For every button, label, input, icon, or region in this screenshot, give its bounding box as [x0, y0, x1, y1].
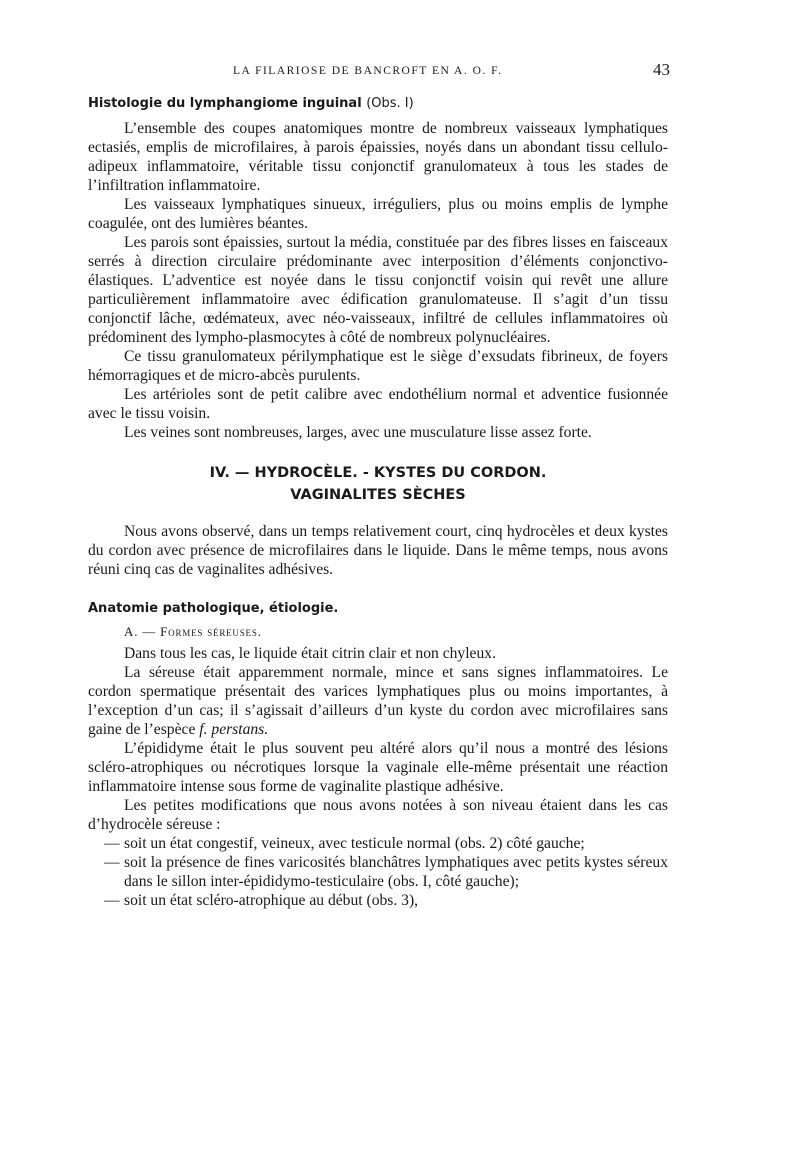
list-item-text: soit la présence de fines varicosités blanchâtres lymphatiques avec petits kystes séreux dans le sillon inter-épididymo-testiculaire (obs. I, côté gauche);: [124, 854, 668, 890]
paragraph: L’ensemble des coupes anatomiques montre de nombreux vaisseaux lymphatiques ectasiés, emplis de microfilaires, à parois épaissies, noyés dans un abondant tissu cellulo-adipeux inflammatoire, véritable tissu conjonctif granulomateux à tous les stades de l’infiltration inflammatoire.: [88, 120, 668, 194]
chapter-intro: Nous avons observé, dans un temps relativement court, cinq hydrocèles et deux kystes du cordon avec présence de microfilaires dans le liquide. Dans le même temps, nous avons réuni cinq cas de vaginalites adhésives.: [88, 523, 668, 578]
paragraph: Les parois sont épaissies, surtout la média, constituée par des fibres lisses en faisceaux serrés à direction circulaire prédominante avec interposition d’éléments conjonctivo-élastiques. L’adventice est noyée dans le tissu conjonctif voisin qui revêt une allure particulièrement inflammatoire avec édification granulomateuse. Il s’agit d’un tissu conjonctif lâche, œdémateux, avec néo-vaisseaux, infiltré de cellules inflammatoires où prédominent des lympho-plasmocytes à côté de nombreux polynucléaires.: [88, 234, 668, 346]
list-item-text: soit un état congestif, veineux, avec testicule normal (obs. 2) côté gauche;: [124, 835, 585, 852]
list-item: [88, 891, 668, 910]
paragraph-text: La séreuse était apparemment normale, mince et sans signes inflammatoires. Le cordon spermatique présentait des varices lymphatiques plus ou moins importantes, à l’exception d’un cas; il s’agissait d’ailleurs d’un kyste du cordon avec microfilaires sans gaine de l’espèce: [88, 664, 668, 738]
subsection-heading: A. — Formes séreuses.: [124, 624, 262, 639]
list-dash: —: [104, 835, 120, 852]
list-dash: —: [104, 854, 120, 871]
list-item-text: soit un état scléro-atrophique au début (obs. 3),: [124, 892, 419, 909]
paragraph: Les vaisseaux lymphatiques sinueux, irréguliers, plus ou moins emplis de lymphe coagulée, ont des lumières béantes.: [88, 196, 668, 232]
section-heading-histologie: [88, 96, 668, 111]
paragraph: Dans tous les cas, le liquide était citrin clair et non chyleux.: [124, 645, 496, 662]
chapter-heading: [88, 462, 668, 506]
section-heading-anatomie: Anatomie pathologique, étiologie.: [88, 601, 339, 616]
findings-list: [88, 834, 668, 910]
chapter-heading-line2: VAGINALITES SÈCHES: [290, 487, 466, 503]
section-heading-bold: Histologie du lymphangiome inguinal: [88, 96, 362, 111]
paragraph: L’épididyme était le plus souvent peu altéré alors qu’il nous a montré des lésions scléro-atrophiques ou nécrotiques lorsque la vaginale elle-même présentait une réaction inflammatoire intense sous forme de vaginalite plastique adhésive.: [88, 740, 668, 795]
species-name: f. perstans.: [199, 721, 269, 738]
list-item: [88, 853, 668, 891]
page: [88, 58, 668, 910]
running-title: LA FILARIOSE DE BANCROFT EN A. O. F.: [233, 65, 503, 77]
paragraph: Les veines sont nombreuses, larges, avec une musculature lisse assez forte.: [124, 424, 592, 441]
running-head: [88, 58, 668, 80]
paragraph: Les petites modifications que nous avons notées à son niveau étaient dans les cas d’hydrocèle séreuse :: [88, 797, 668, 833]
list-item: [88, 834, 668, 853]
paragraph: [88, 663, 668, 739]
paragraph: Les artérioles sont de petit calibre avec endothélium normal et adventice fusionnée avec le tissu voisin.: [88, 386, 668, 422]
list-dash: —: [104, 892, 120, 909]
paragraph: Ce tissu granulomateux périlymphatique est le siège d’exsudats fibrineux, de foyers hémorragiques et de micro-abcès purulents.: [88, 348, 668, 384]
page-number: 43: [653, 60, 670, 79]
section-heading-obs: (Obs. I): [366, 96, 414, 111]
chapter-heading-line1: IV. — HYDROCÈLE. - KYSTES DU CORDON.: [209, 465, 547, 481]
